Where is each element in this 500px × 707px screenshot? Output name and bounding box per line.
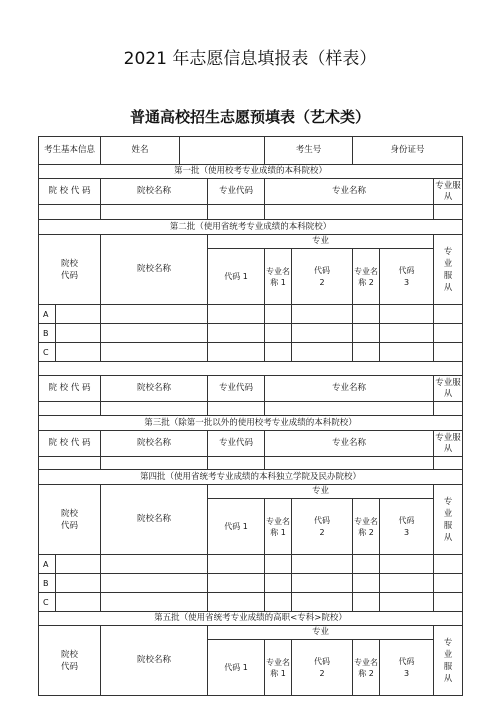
major-header: 专业 [208,235,434,249]
school-name-header: 院校名称 [101,485,208,555]
batch3-entry-row [39,457,463,470]
major-name3-field[interactable] [434,324,463,343]
batch4-row-a [39,555,463,574]
school-code-header: 院校代码 [39,235,101,305]
extra-entry-row [39,402,463,416]
code1-header: 代码 1 [208,640,265,696]
major-name1-field[interactable] [265,593,292,612]
school-code-field[interactable] [39,402,101,416]
student-info-label: 考生基本信息 [39,137,101,165]
school-code-field[interactable] [39,457,101,470]
major-code-header: 专业代码 [208,431,265,457]
major-obey-header: 专业服从 [434,235,463,305]
school-name-field[interactable] [101,205,208,220]
row-label: B [39,324,56,343]
school-name-field[interactable] [101,457,208,470]
code2-field[interactable] [292,343,353,362]
name-field[interactable] [180,137,265,165]
code2-field[interactable] [292,555,353,574]
code2-field[interactable] [292,324,353,343]
major-obey-header: 专业服从 [434,626,463,696]
major-code-field[interactable] [208,402,265,416]
code2-header: 代码 2 [292,640,353,696]
code1-field[interactable] [208,574,265,593]
school-code-field[interactable] [56,324,101,343]
batch3-columns-row [39,431,463,457]
batch3-header-row [39,416,463,431]
school-code-header: 院 校 代 码 [39,376,101,402]
code3-header: 代码 3 [380,249,434,305]
code3-field[interactable] [380,305,434,324]
code1-header: 代码 1 [208,499,265,555]
major-name-header: 专业名称 [265,376,434,402]
code2-field[interactable] [292,305,353,324]
major-name1-field[interactable] [265,555,292,574]
school-name-field[interactable] [101,574,208,593]
major-name3-field[interactable] [434,574,463,593]
major-name-header: 专业名称 [265,179,434,205]
school-code-header: 院 校 代 码 [39,179,101,205]
major-name3-field[interactable] [434,555,463,574]
school-code-field[interactable] [56,555,101,574]
batch3-title: 第三批（除第一批以外的使用校考专业成绩的本科院校） [39,416,463,431]
major-name-field[interactable] [265,205,434,220]
batch2-row-c [39,343,463,362]
major-name1-header: 专业名称 1 [265,640,292,696]
school-name-header: 院校名称 [101,626,208,696]
school-name-field[interactable] [101,343,208,362]
school-code-field[interactable] [56,593,101,612]
extra-columns-row [39,376,463,402]
document-title: 2021 年志愿信息填报表（样表） [123,49,377,69]
major-obey-field[interactable] [434,205,463,220]
major-code-field[interactable] [208,205,265,220]
code1-field[interactable] [208,555,265,574]
major-name2-field[interactable] [353,324,380,343]
batch5-columns-row-1 [39,626,463,640]
major-name1-field[interactable] [265,343,292,362]
major-name2-field[interactable] [353,343,380,362]
name-label: 姓名 [101,137,180,165]
batch4-row-b [39,574,463,593]
batch4-header-row [39,470,463,485]
student-info-row [39,137,463,165]
row-label: C [39,593,56,612]
major-name2-field[interactable] [353,593,380,612]
code1-field[interactable] [208,305,265,324]
code3-field[interactable] [380,593,434,612]
code1-field[interactable] [208,324,265,343]
school-code-header: 院校代码 [39,485,101,555]
major-name-field[interactable] [265,457,434,470]
school-name-header: 院校名称 [101,376,208,402]
school-name-field[interactable] [101,402,208,416]
major-name2-field[interactable] [353,555,380,574]
code1-header: 代码 1 [208,249,265,305]
major-name3-field[interactable] [434,593,463,612]
code3-header: 代码 3 [380,640,434,696]
school-name-field[interactable] [101,324,208,343]
school-code-field[interactable] [56,343,101,362]
school-name-field[interactable] [101,555,208,574]
code1-field[interactable] [208,343,265,362]
batch2-row-b [39,324,463,343]
code2-header: 代码 2 [292,249,353,305]
major-name3-field[interactable] [434,305,463,324]
major-obey-header: 专业服从 [434,376,463,402]
major-header: 专业 [208,485,434,499]
exam-no-label: 考生号 [265,137,353,165]
batch4-row-c [39,593,463,612]
major-name2-field[interactable] [353,305,380,324]
school-code-header: 院 校 代 码 [39,431,101,457]
batch5-title: 第五批（使用省统考专业成绩的高职<专科>院校） [39,612,463,626]
school-code-field[interactable] [56,574,101,593]
major-name1-field[interactable] [265,305,292,324]
code3-field[interactable] [380,555,434,574]
code2-field[interactable] [292,574,353,593]
major-obey-header: 专业服从 [434,485,463,555]
row-label: A [39,555,56,574]
school-name-header: 院校名称 [101,431,208,457]
batch2-header-row [39,220,463,235]
batch4-title: 第四批（使用省统考专业成绩的本科独立学院及民办院校） [39,470,463,485]
major-code-header: 专业代码 [208,179,265,205]
school-name-header: 院校名称 [101,179,208,205]
major-name2-header: 专业名称 2 [353,640,380,696]
code3-field[interactable] [380,324,434,343]
major-name3-field[interactable] [434,343,463,362]
code3-field[interactable] [380,343,434,362]
row-label: B [39,574,56,593]
batch2-columns-row-1 [39,235,463,249]
batch5-header-row [39,612,463,626]
form-title: 普通高校招生志愿预填表（艺术类） [129,108,370,126]
major-code-field[interactable] [208,457,265,470]
batch1-header-row [39,165,463,179]
major-name1-header: 专业名称 1 [265,499,292,555]
id-no-label: 身份证号 [353,137,463,165]
major-obey-header: 专业服从 [434,431,463,457]
batch1-columns-row [39,179,463,205]
major-obey-field[interactable] [434,402,463,416]
code1-field[interactable] [208,593,265,612]
major-name-field[interactable] [265,402,434,416]
code3-field[interactable] [380,574,434,593]
school-code-field[interactable] [39,205,101,220]
batch4-columns-row-1 [39,485,463,499]
major-header: 专业 [208,626,434,640]
major-name1-header: 专业名称 1 [265,249,292,305]
row-label: A [39,305,56,324]
major-name1-field[interactable] [265,324,292,343]
batch1-title: 第一批（使用校考专业成绩的本科院校） [39,165,463,179]
code3-header: 代码 3 [380,499,434,555]
major-name1-field[interactable] [265,574,292,593]
school-name-field[interactable] [101,593,208,612]
spacer-row [39,362,463,376]
major-obey-field[interactable] [434,457,463,470]
major-obey-header: 专业服从 [434,179,463,205]
school-name-field[interactable] [101,305,208,324]
batch1-entry-row [39,205,463,220]
row-label: C [39,343,56,362]
major-name2-header: 专业名称 2 [353,249,380,305]
code2-header: 代码 2 [292,499,353,555]
school-code-header: 院校代码 [39,626,101,696]
batch2-row-a [39,305,463,324]
school-name-header: 院校名称 [101,235,208,305]
major-name-header: 专业名称 [265,431,434,457]
batch2-title: 第二批（使用省统考专业成绩的本科院校） [39,220,463,235]
code2-field[interactable] [292,593,353,612]
major-name2-header: 专业名称 2 [353,499,380,555]
volunteer-form-table [38,136,463,696]
major-name2-field[interactable] [353,574,380,593]
major-code-header: 专业代码 [208,376,265,402]
school-code-field[interactable] [56,305,101,324]
